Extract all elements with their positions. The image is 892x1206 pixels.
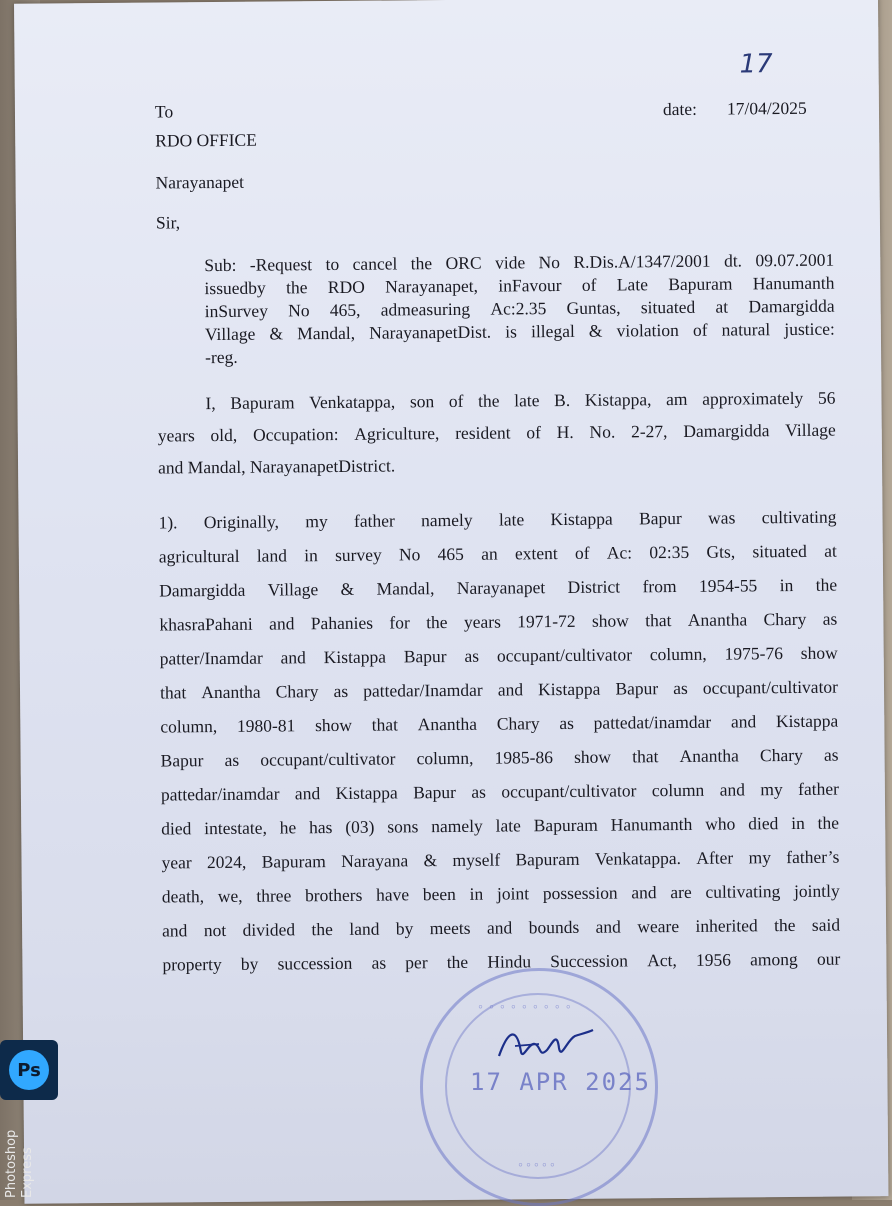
receipt-signature bbox=[495, 1022, 595, 1066]
subject-line: Sub: -Request to cancel the ORC vide No R.Dis.A/1347/2001 dt. 09.07.2001 bbox=[204, 249, 835, 276]
watermark-line1: Photoshop bbox=[4, 1129, 19, 1198]
para1-line: agricultural land in survey No 465 an extent of Ac: 02:35 Gts, situated at bbox=[158, 540, 837, 567]
para1-line: khasraPahani and Pahanies for the years 1971-72 show that Anantha Chary as bbox=[159, 608, 838, 635]
intro-line: I, Bapuram Venkatappa, son of the late B. Kistappa, am approximately 56 bbox=[205, 387, 836, 414]
para1-line: pattedar/inamdar and Kistappa Bapur as occupant/cultivator column and my father bbox=[160, 778, 839, 805]
intro-line-text: and Mandal, NarayanapetDistrict. bbox=[157, 455, 396, 478]
para1-line: Damargidda Village & Mandal, Narayanapet District from 1954-55 in the bbox=[159, 574, 838, 601]
date-value: 17/04/2025 bbox=[726, 97, 807, 119]
date-label: date: bbox=[662, 98, 698, 120]
stamp-bottom-lettering: ◦◦◦◦◦ bbox=[518, 1158, 558, 1173]
subject-line: issuedby the RDO Narayanapet, inFavour of Late Bapuram Hanumanth bbox=[204, 272, 835, 299]
photoshop-express-badge bbox=[0, 1040, 58, 1100]
para1-line: patter/Inamdar and Kistappa Bapur as occupant/cultivator column, 1975-76 show bbox=[159, 642, 838, 669]
stamp-date: 17 APR 2025 bbox=[470, 1068, 651, 1096]
subject-line: inSurvey No 465, admeasuring Ac:2.35 Guntas, situated at Damargidda bbox=[204, 295, 835, 322]
to-label: To bbox=[154, 101, 174, 122]
photoshop-express-label bbox=[4, 1108, 52, 1198]
para1-line: died intestate, he has (03) sons namely late Bapuram Hanumanth who died in the bbox=[161, 812, 840, 839]
intro-line: years old, Occupation: Agriculture, resident of H. No. 2-27, Damargidda Village bbox=[157, 419, 836, 446]
para1-line: and not divided the land by meets and bounds and weare inherited the said bbox=[162, 914, 841, 941]
para1-line: death, we, three brothers have been in joint possession and are cultivating jointly bbox=[161, 880, 840, 907]
para1-line: year 2024, Bapuram Narayana & myself Bapuram Venkatappa. After my father’s bbox=[161, 846, 840, 873]
photoshop-logo-icon: Ps bbox=[9, 1050, 49, 1090]
para1-line: 1). Originally, my father namely late Kistappa Bapur was cultivating bbox=[158, 506, 837, 533]
subject-line: Village & Mandal, NarayanapetDist. is illegal & violation of natural justice: bbox=[204, 318, 835, 345]
subject-line bbox=[205, 342, 835, 368]
para1-line: Bapur as occupant/cultivator column, 1985-86 show that Anantha Chary as bbox=[160, 744, 839, 771]
stamp-ring-lettering: ◦◦◦◦◦◦◦◦◦ bbox=[478, 1000, 577, 1015]
para1-line: that Anantha Chary as pattedar/Inamdar and Kistappa Bapur as occupant/cultivator bbox=[159, 676, 839, 703]
handwritten-page-number: 17 bbox=[739, 49, 773, 80]
para1-line: property by succession as per the Hindu Succession Act, 1956 among our bbox=[162, 948, 841, 975]
para1-line: column, 1980-81 show that Anantha Chary as pattedat/inamdar and Kistappa bbox=[160, 710, 839, 737]
office-name: RDO OFFICE bbox=[155, 129, 257, 151]
intro-line bbox=[158, 452, 836, 479]
salutation: Sir, bbox=[155, 212, 181, 233]
office-place: Narayanapet bbox=[155, 171, 245, 193]
subject-line-text: -reg. bbox=[205, 346, 238, 368]
watermark-line2: Express bbox=[20, 1147, 35, 1198]
